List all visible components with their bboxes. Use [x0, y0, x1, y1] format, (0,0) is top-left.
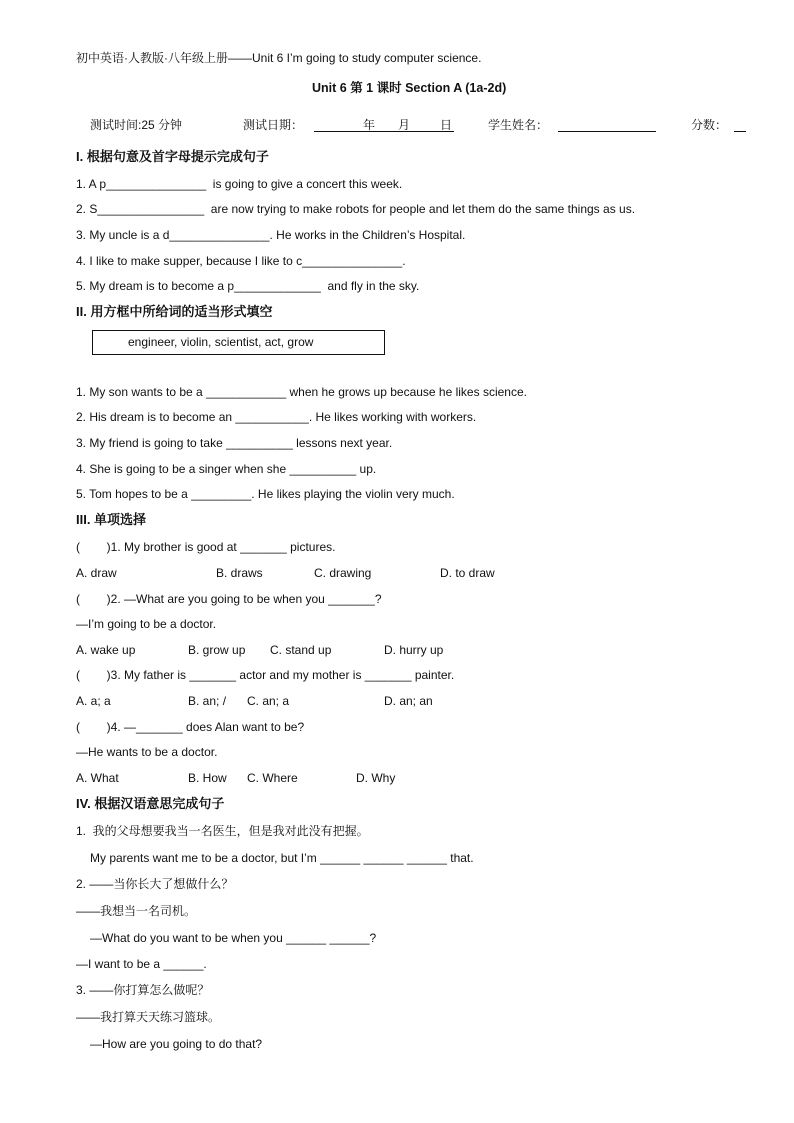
- s4-item-2-english-q: —What do you want to be when you ______ ______?: [90, 931, 377, 945]
- section-3-title: III. 单项选择: [76, 512, 147, 527]
- student-name-label: 学生姓名：: [488, 118, 549, 132]
- date-underline: [314, 131, 454, 132]
- s3-q4-option-d: D. Why: [356, 771, 396, 785]
- s3-q1-option-c: C. drawing: [314, 566, 372, 580]
- s1-item-2: 2. S________________ are now trying to make robots for people and let them do the same things as us.: [76, 202, 636, 216]
- s3-q2-option-a: A. wake up: [76, 643, 136, 657]
- s1-item-1: 1. A p_______________ is going to give a concert this week.: [76, 177, 403, 191]
- s2-item-3: 3. My friend is going to take __________ lessons next year.: [76, 436, 393, 450]
- s2-item-4: 4. She is going to be a singer when she __________ up.: [76, 462, 377, 476]
- date-month: 月: [398, 118, 411, 132]
- s3-q3-option-c: C. an; a: [247, 694, 290, 708]
- s4-item-2-chinese-a: ——我想当一名司机。: [76, 904, 197, 918]
- s3-q2-answer-line: —I’m going to be a doctor.: [76, 617, 217, 631]
- s4-item-3-english-q: —How are you going to do that?: [90, 1037, 263, 1051]
- course-header: 初中英语·人教版·八年级上册——Unit 6 I’m going to study computer science.: [76, 51, 482, 65]
- s3-q3-option-d: D. an; an: [384, 694, 433, 708]
- test-date-label: 测试日期：: [243, 118, 304, 132]
- s3-q1-option-b: B. draws: [216, 566, 263, 580]
- s4-item-2-chinese-q: 2. ——当你长大了想做什么？: [76, 877, 234, 891]
- section-4-title: IV. 根据汉语意思完成句子: [76, 796, 225, 811]
- s1-item-3: 3. My uncle is a d_______________. He works in the Children’s Hospital.: [76, 228, 466, 242]
- s3-q4-option-a: A. What: [76, 771, 119, 785]
- s3-question-1: ( )1. My brother is good at _______ pictures.: [76, 540, 336, 554]
- s3-question-4: ( )4. —_______ does Alan want to be?: [76, 720, 305, 734]
- s3-q3-option-b: B. an; /: [188, 694, 227, 708]
- date-year: 年: [363, 118, 376, 132]
- s4-item-3-chinese-q: 3. ——你打算怎么做呢？: [76, 983, 210, 997]
- s4-item-2-english-a: —I want to be a ______.: [76, 957, 207, 971]
- s3-q2-option-b: B. grow up: [188, 643, 246, 657]
- s3-question-3: ( )3. My father is _______ actor and my mother is _______ painter.: [76, 668, 455, 682]
- name-underline: [558, 131, 656, 132]
- s3-q4-answer-line: —He wants to be a doctor.: [76, 745, 218, 759]
- s2-item-5: 5. Tom hopes to be a _________. He likes playing the violin very much.: [76, 487, 455, 501]
- s1-item-4: 4. I like to make supper, because I like to c_______________.: [76, 254, 406, 268]
- s3-question-2: ( )2. —What are you going to be when you _______?: [76, 592, 382, 606]
- s2-item-2: 2. His dream is to become an ___________. He likes working with workers.: [76, 410, 477, 424]
- word-box: [92, 330, 385, 355]
- word-box-words: engineer, violin, scientist, act, grow: [128, 335, 314, 349]
- score-label: 分数：: [691, 118, 728, 132]
- s3-q4-option-b: B. How: [188, 771, 227, 785]
- s3-q1-option-a: A. draw: [76, 566, 117, 580]
- date-day: 日: [440, 118, 453, 132]
- s4-item-1-english: My parents want me to be a doctor, but I’m ______ ______ ______ that.: [90, 851, 474, 865]
- s1-item-5: 5. My dream is to become a p_____________ and fly in the sky.: [76, 279, 420, 293]
- s3-q4-option-c: C. Where: [247, 771, 298, 785]
- s4-item-3-chinese-a: ——我打算天天练习篮球。: [76, 1010, 221, 1024]
- score-underline: [734, 131, 746, 132]
- s3-q3-option-a: A. a; a: [76, 694, 111, 708]
- s4-item-1-chinese: 1. 我的父母想要我当一名医生，但是我对此没有把握。: [76, 824, 369, 838]
- test-time: 测试时间:25 分钟: [90, 118, 183, 132]
- s3-q2-option-c: C. stand up: [270, 643, 332, 657]
- page-title: Unit 6 第 1 课时 Section A (1a-2d): [312, 81, 507, 95]
- s3-q1-option-d: D. to draw: [440, 566, 495, 580]
- s3-q2-option-d: D. hurry up: [384, 643, 444, 657]
- s2-item-1: 1. My son wants to be a ____________ when he grows up because he likes science.: [76, 385, 527, 399]
- section-1-title: I. 根据句意及首字母提示完成句子: [76, 149, 269, 164]
- section-2-title: II. 用方框中所给词的适当形式填空: [76, 304, 273, 319]
